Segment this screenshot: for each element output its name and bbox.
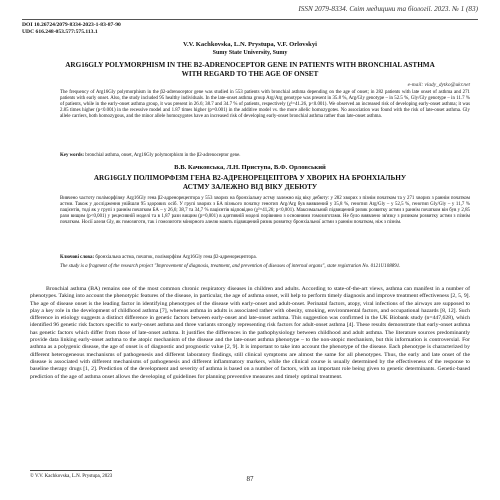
keywords-text: bronchial asthma, onset, Arg16Gly polymorphism in the β2-adrenoceptor gene. bbox=[85, 153, 241, 158]
keywords-label: Ключові слова: bbox=[60, 255, 95, 260]
authors-ukrainian: В.В. Качковська, Л.Н. Приступа, В.Ф. Орловський bbox=[174, 164, 326, 171]
copyright: © V.V. Kachkovska, L.N. Prystupa, 2023 bbox=[30, 474, 113, 479]
contact-email[interactable]: e-mail: vlady_dytko@ukr.net bbox=[407, 82, 470, 88]
keywords-text: бронхіальна астма, початок, поліморфізм Arg16Gly гена β2-адренорецептора. bbox=[95, 255, 257, 260]
doi[interactable]: DOI 10.26724/2079-8334-2023-1-83-87-90 bbox=[22, 22, 121, 28]
affiliation-english: Sumy State University, Sumy bbox=[212, 50, 288, 56]
abstract-english: The frequency of Arg16Gly polymorphism in the β2-adrenoceptor gene was studied in 553 patients with bronchial asthma depending on the age of onset; in 282 patients with late onset of asthma and 271 patients with early onset. Also, the study included 95 healthy individuals. In the late-onset asthma group Arg/Arg genotype was present in 35.8 %, Arg/Gly genotype – in 52.5 %, Gly/Gly genotype – in 11.7 % of patients, while in the early-onset asthma group, it was present in 26.6; 38.7 and 34.7 % of patients, respectively (χ²=41.26, p<0.001). We observed an increased risk of developing early-onset asthma; it was 2.85 times higher (p<0.001) in the recessive model and 1.87 times higher (p=0.001) in the additive model vs. the more allelic homozygotes. No association was found with the risk of late-onset asthma. Gly allele carriers, both homozygous, and the minor allele homozygotes have an increased risk of developing early-onset bronchial asthma rather than late-onset asthma. bbox=[60, 90, 470, 120]
journal-reference: ISSN 2079-8334. Світ медицини та біології. 2023. № 1 (83) bbox=[298, 5, 478, 13]
research-project-note: The study is a fragment of the research project "Improvement of diagnosis, treatment, and prevention of diseases of internal organs", state registration No. 0121U108891. bbox=[60, 264, 401, 269]
page-footer bbox=[30, 470, 470, 490]
running-header bbox=[22, 5, 478, 20]
udc: UDC 616.248-053.577:575.113.1 bbox=[22, 29, 98, 35]
authors-english: V.V. Kachkovska, L.N. Prystupa, V.F. Orlovskyi bbox=[183, 41, 317, 48]
keywords-english bbox=[60, 153, 470, 159]
page-number: 87 bbox=[246, 475, 254, 483]
article-title-english: ARG16GLY POLYMORPHISM IN THE Β2-ADRENOCEPTOR GENE IN PATIENTS WITH BRONCHIAL ASTHMA WITH REGARD TO THE AGE OF ONSET bbox=[65, 61, 435, 78]
keywords-ukrainian bbox=[60, 255, 470, 261]
abstract-ukrainian: Вивчено частоту поліморфізму Arg16Gly гена β2-адренорецептора у 553 хворих на бронхіальну астму залежно від віку дебюту: у 282 хворих з пізнім початком та у 271 хворих з раннім початком астми. Також у дослідження увійшли 95 здорових осіб. У групі хворих з БА пізнього початку генотип Arg/Arg був виявлений у 35,8 %, генотип Arg/Gly – у 52,5 %, генотип Gly/Gly – у 11,7 % пацієнтів, тоді як у групі з раннім початком БА – у 26,6; 38,7 та 34,7 % пацієнтів відповідно (χ²=41,26; p<0,001). Максимальний підвищений ризик розвитку астми з раннім початком він був у 2,85 рази вищим (p<0,001) у рецесивній моделі та в 1,87 рази вищим (p=0,001) в адитивній моделі порівняно з основними гомозиготами. Не було виявлено зв'язку з ризиком розвитку астми з пізнім початком. Носії алеля Gly, як гомозиготи, так і гомозиготи мінорного алелю мають підвищений ризик розвитку бронхіальної астми з раннім початком, ніж з пізнім. bbox=[60, 196, 470, 226]
footer-rule bbox=[30, 470, 112, 471]
article-title-ukrainian: ARG16GLY ПОЛІМОРФІЗМ ГЕНА Β2-АДРЕНОРЕЦЕПТОРА У ХВОРИХ НА БРОНХІАЛЬНУ АСТМУ ЗАЛЕЖНО ВІД ВІКУ ДЕБЮТУ bbox=[93, 174, 407, 191]
keywords-label: Key words: bbox=[60, 153, 85, 158]
article-identifiers bbox=[22, 22, 121, 36]
body-paragraph: Bronchial asthma (BA) remains one of the most common chronic respiratory diseases in children and adults. According to state-of-the-art views, asthma can manifest in a number of phenotypes. Taking into account the phenotypic features of the disease, in particular, the age of asthma onset, will help to perform timely diagnosis and improve treatment effectiveness [2, 5, 9]. The age of disease onset is the leading factor in identifying phenotypes of the disease with early-onset and adult-onset. Perinatal factors, atopy, viral infections of the airways are supposed to play a key role in the development of childhood asthma [7], whereas asthma in adults is associated rather with obesity, smoking, environmental factors, and occupational hazards [8, 12]. Such difference in etiology suggests a distinct difference in genetic factors between early-onset and late-onset asthma. This suggestion was confirmed in the UK Biobank study (n=447,628), which identified 96 genetic risk factors specific to early-onset asthma and three variants strongly representing risk factors for adult-onset asthma [4]. These results demonstrate that early-onset asthma has genetic factors which differ from those of late-onset asthma. It justifies the differences in the pathophysiology between childhood and adult asthma. The literature sources predominantly provide data linking early-onset asthma to the atopic mechanism of the disease and the late-onset asthma phenotype – to the non-atopic mechanism, but this information is controversial. For asthma as a polygenic disease, the age of onset is of diagnostic and prognostic value [2, 9]. It is important to take into account the phenotype of the disease. Each phenotype is characterized by different heterogeneous mechanisms of pathogenesis and different laboratory findings, still clinical symptoms are almost the same for all phenotypes. Thus, the early and late onset of the disease is associated with different mechanisms of pathogenesis and different inflammatory markers, while the clinical course is usually determined by the effectiveness of the response to baseline therapy drugs [1, 2]. Prediction of the development and severity of asthma is based on a number of factors, with an important role being given to genetic determinants. Genetic-based prediction of the age of asthma onset allows the developing of guidelines for planning preventive measures and timely optimal treatment. bbox=[30, 286, 470, 380]
